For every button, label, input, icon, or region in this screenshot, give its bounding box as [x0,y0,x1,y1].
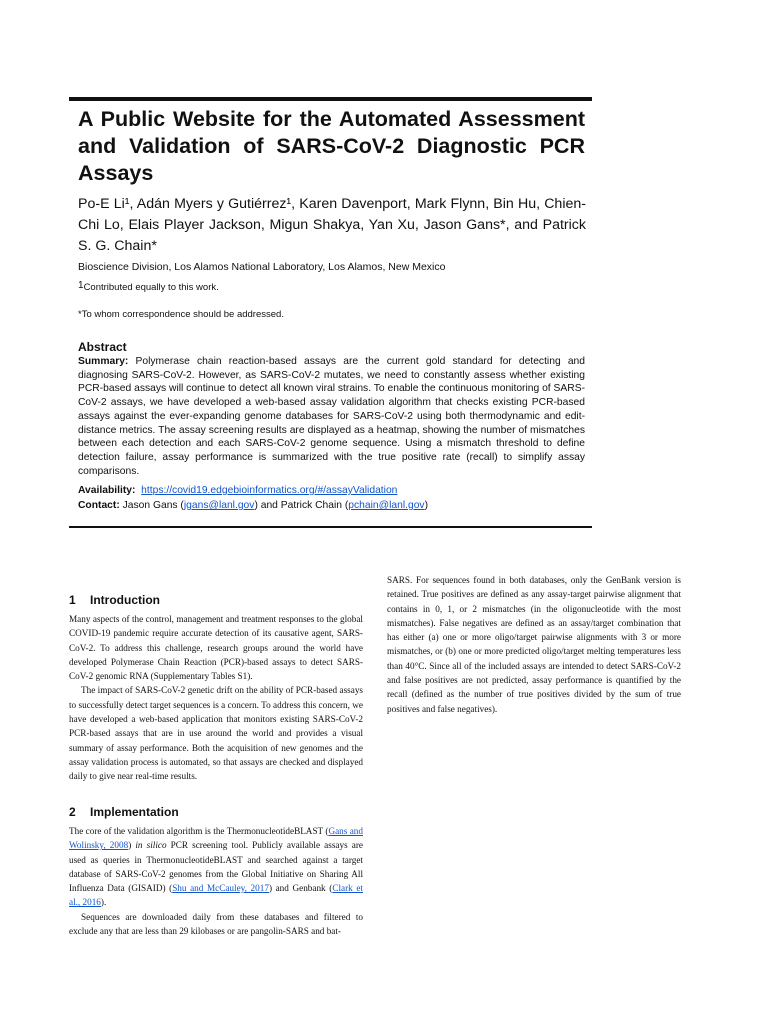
contact-line [78,500,428,511]
top-rule [69,97,592,101]
section-heading-introduction [69,593,160,607]
contact-email-link-1[interactable]: jgans@lanl.gov [183,500,255,511]
contact-label: Contact: [78,500,120,511]
footnote-correspondence: *To whom correspondence should be addressed. [78,309,284,320]
right-column-body [387,573,681,716]
contact-mid: ) and Patrick Chain ( [254,500,349,511]
section-number: 1 [69,593,76,607]
impl-text: The core of the validation algorithm is the ThermonucleotideBLAST ( [69,826,329,836]
section-heading-implementation [69,805,179,819]
bottom-rule [69,526,592,528]
implementation-body [69,824,363,938]
author-list: Po-E Li¹, Adán Myers y Gutiérrez¹, Karen Davenport, Mark Flynn, Bin Hu, Chien-Chi Lo, Elais Player Jackson, Migun Shakya, Yan Xu, Jason Gans*, and Patrick S. G. Chain* [78,196,586,254]
availability-line [78,485,397,496]
impl-text: ) and Genbank ( [268,883,333,894]
paper-title: A Public Website for the Automated Assessment and Validation of SARS-CoV-2 Diagnostic PCR Assays [78,107,585,185]
section-title: Implementation [90,805,179,819]
abstract-heading: Abstract [78,340,127,354]
impl-text: ) [128,840,136,851]
contact-end: ) [424,500,429,511]
summary-text: Polymerase chain reaction-based assays are the current gold standard for detecting and diagnosing SARS-CoV-2. However, as SARS-CoV-2 mutates, we need to constantly assess whether existing PCR-based assays will continue to detect all known viral strains. To enable the continuous monitoring of SARS-CoV-2 assays, we have developed a web-based assay validation algorithm that checks existing PCR-based assays against the ever-expanding genome databases for SARS-CoV-2 using both thermodynamic and edit-distance metrics. The assay screening results are displayed as a heatmap, showing the number of mismatches between each detection and each SARS-CoV-2 genome sequence. Using a mismatch threshold to define detection failure, assay performance is summarized with the true positive rate (recall) to simplify assay comparisons. [78,356,585,477]
impl-text: PCR screening tool. Publicly available assays are used as queries in ThermonucleotideBLAST and searched against a target database of SARS-CoV-2 genomes from the Global Initiative on Sharing All Influenza Data (GISAID) ( [69,840,363,894]
footnote-equal-contribution [78,282,219,293]
section-title: Introduction [90,593,160,607]
intro-paragraph-1: Many aspects of the control, management and treatment responses to the global COVID-19 pandemic require accurate detection of its causative agent, SARS-CoV-2. To address this challenge, research groups around the world have developed Polymerase Chain Reaction (PCR)-based assays to detect SARS-CoV-2 genomic RNA (Supplementary Tables S1). [69,614,363,682]
abstract-summary [78,355,585,478]
summary-label: Summary: [78,356,129,367]
availability-link[interactable]: https://covid19.edgebioinformatics.org/#/assayValidation [141,485,398,496]
section-number: 2 [69,805,76,819]
citation-clark[interactable]: Clark et al., 2016 [69,883,363,908]
right-column-paragraph: SARS. For sequences found in both databases, only the GenBank version is retained. True positives are defined as any assay-target pairwise alignment that contains in 0, 1, or 2 mismatches (in the oligonucleotide with the most mismatches). False negatives are defined as an assay/target combination that has either (a) one or more oligo/target pairwise alignments with 3 or more mismatches, or (b) one or more predicted oligo/target melting temperatures less than 40°C. Since all of the included assays are intended to detect SARS-CoV-2 and false positives are not predicted, assay performance is quantified by the recall (defined as the number of true positives divided by the sum of true positives and false negatives). [387,575,681,714]
impl-paragraph-2: Sequences are downloaded daily from these databases and filtered to exclude any that are less than 29 kilobases or are pangolin-SARS and bat- [69,911,363,937]
footnote-equal-text: Contributed equally to this work. [83,282,219,293]
contact-email-link-2[interactable]: pchain@lanl.gov [348,500,425,511]
citation-gans-wolinsky[interactable]: Gans and Wolinsky, 2008 [69,826,363,851]
footnote-marker: 1 [78,280,84,291]
availability-label: Availability: [78,485,136,496]
impl-paragraph-1 [69,824,363,910]
citation-shu-mccauley[interactable]: Shu and McCauley, 2017 [172,883,269,894]
impl-italic: in silico [135,840,167,851]
impl-text: ). [100,897,107,908]
contact-name-1: Jason Gans ( [119,500,184,511]
affiliation: Bioscience Division, Los Alamos National Laboratory, Los Alamos, New Mexico [78,261,446,273]
intro-paragraph-2: The impact of SARS-CoV-2 genetic drift on the ability of PCR-based assays to successfully detect target sequences is a concern. To address this concern, we have developed a web-based application that monitors existing SARS-CoV-2 PCR-based assays that are in use around the world and provides a visual summary of assay performance. Both the acquisition of new genomes and the assay validation process is automated, so that assays are checked and displayed daily to give near real-time results. [69,685,363,782]
introduction-body [69,612,363,784]
